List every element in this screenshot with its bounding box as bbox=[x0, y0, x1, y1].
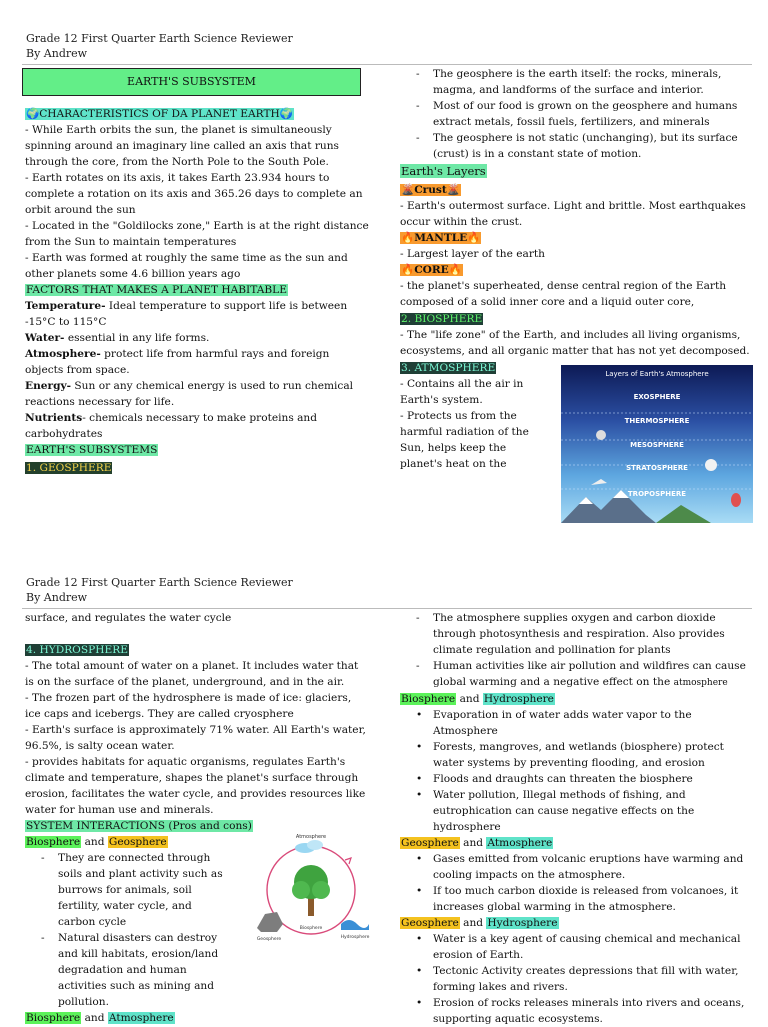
atmosphere-image-title: Layers of Earth's Atmosphere bbox=[605, 370, 709, 378]
subsystems-heading: EARTH'S SUBSYSTEMS bbox=[26, 444, 158, 456]
header-rule bbox=[22, 608, 752, 609]
page-header bbox=[26, 31, 293, 61]
bio-atm-list bbox=[400, 610, 752, 691]
header-rule bbox=[22, 64, 752, 65]
system-cycle-diagram bbox=[253, 832, 370, 944]
mantle-label: 🔥MANTLE🔥 bbox=[401, 232, 481, 244]
crust-label: 🌋Crust🌋 bbox=[401, 184, 460, 196]
doc-author: By Andrew bbox=[26, 47, 88, 60]
core-text: - the planet's superheated, dense central region of the Earth composed of a solid inner core and a liquid outer core, bbox=[400, 280, 727, 308]
factor-atmosphere: Atmosphere- protect life from harmful rays and foreign objects from space. bbox=[25, 348, 330, 376]
core-label: 🔥CORE🔥 bbox=[401, 264, 462, 276]
biosphere-heading: 2. BIOSPHERE bbox=[401, 313, 483, 325]
list-item: - Natural disasters can destroy and kill habitats, erosion/land degradation and human activities such as mining and pollution. bbox=[25, 930, 230, 1010]
char-line: - Earth was formed at roughly the same time as the sun and other planets some 4.6 billion years ago bbox=[25, 252, 348, 280]
pair-bio-geo: Biosphere and Geosphere bbox=[26, 836, 167, 848]
list-item: • If too much carbon dioxide is released from volcanoes, it increases global warming in the atmosphere. bbox=[400, 883, 752, 915]
continued-text: surface, and regulates the water cycle bbox=[25, 612, 232, 624]
pair-bio-hyd: Biosphere and Hydrosphere bbox=[401, 693, 554, 705]
hydro-line: - The frozen part of the hydrosphere is made of ice: glaciers, ice caps and icebergs. They are called cryosphere bbox=[25, 692, 352, 720]
layers-heading: Earth's Layers bbox=[401, 164, 486, 178]
list-item: • Water pollution, Illegal methods of fishing, and eutrophication can cause negative effects on the hydrosphere bbox=[400, 787, 752, 835]
doc-author: By Andrew bbox=[26, 591, 88, 604]
char-line: - While Earth orbits the sun, the planet is simultaneously spinning around an imaginary line called an axis that runs through the core, from the North Pole to the South Pole. bbox=[25, 124, 339, 168]
mantle-text: - Largest layer of the earth bbox=[400, 248, 545, 260]
svg-text:EXOSPHERE: EXOSPHERE bbox=[633, 393, 681, 401]
char-line: - Located in the "Goldilocks zone," Earth is at the right distance from the Sun to maintain temperatures bbox=[25, 220, 369, 248]
char-line: - Earth rotates on its axis, it takes Earth 23.934 hours to complete a rotation on its axis and 365.26 days to complete an orbit around the sun bbox=[25, 172, 363, 216]
svg-text:MESOSPHERE: MESOSPHERE bbox=[630, 441, 684, 449]
list-item: - The geosphere is the earth itself: the rocks, minerals, magma, and landforms of the surface and interior. bbox=[400, 66, 752, 98]
list-item: • Tectonic Activity creates depressions that fill with water, forming lakes and rivers. bbox=[400, 963, 752, 995]
factor-nutrients: Nutrients- chemicals necessary to make proteins and carbohydrates bbox=[25, 412, 318, 440]
crust-text: - Earth's outermost surface. Light and brittle. Most earthquakes occur within the crust. bbox=[400, 200, 746, 228]
atmosphere-layers-image bbox=[561, 365, 753, 523]
hydro-line: - Earth's surface is approximately 71% water. All Earth's water, 96.5%, is salty ocean water. bbox=[25, 724, 366, 752]
atmosphere-heading: 3. ATMOSPHERE bbox=[401, 362, 496, 374]
svg-text:Biosphere: Biosphere bbox=[299, 926, 323, 931]
list-item: • Erosion of rocks releases minerals into rivers and oceans, supporting aquatic ecosystems. bbox=[400, 995, 752, 1027]
list-item: • Water is a key agent of causing chemical and mechanical erosion of Earth. bbox=[400, 931, 752, 963]
list-item: • Gases emitted from volcanic eruptions have warming and cooling impacts on the atmosphere. bbox=[400, 851, 752, 883]
factors-heading: FACTORS THAT MAKES A PLANET HABITABLE bbox=[26, 284, 287, 296]
list-item: - Most of our food is grown on the geosphere and humans extract metals, fossil fuels, fertilizers, and minerals bbox=[400, 98, 752, 130]
bio-hyd-list bbox=[400, 707, 752, 835]
svg-text:Hydrosphere: Hydrosphere bbox=[340, 935, 370, 940]
page2-right-column bbox=[400, 610, 752, 1027]
list-item: • Evaporation in of water adds water vapor to the Atmosphere bbox=[400, 707, 752, 739]
geosphere-bullets bbox=[400, 66, 752, 162]
page1-left-column bbox=[25, 106, 370, 476]
list-item: - They are connected through soils and plant activity such as burrows for animals, soil fertility, water cycle, and carbon cycle bbox=[25, 850, 230, 930]
pair-geo-atm: Geosphere and Atmosphere bbox=[401, 837, 553, 849]
characteristics-heading: 🌍CHARACTERISTICS OF DA PLANET EARTH🌍 bbox=[26, 108, 293, 120]
interactions-heading: SYSTEM INTERACTIONS (Pros and cons) bbox=[26, 820, 252, 832]
doc-title: Grade 12 First Quarter Earth Science Reviewer bbox=[26, 32, 293, 45]
svg-text:Geosphere: Geosphere bbox=[256, 937, 282, 942]
pair-bio-atm: Biosphere and Atmosphere bbox=[26, 1012, 174, 1024]
page2-left-column bbox=[25, 610, 370, 1026]
biosphere-text: - The "life zone" of the Earth, and includes all living organisms, ecosystems, and all organic matter that has not yet decomposed. bbox=[400, 329, 750, 357]
svg-text:TROPOSPHERE: TROPOSPHERE bbox=[627, 490, 687, 498]
geo-atm-list bbox=[400, 851, 752, 915]
factor-energy: Energy- Sun or any chemical energy is used to run chemical reactions necessary for life. bbox=[25, 380, 354, 408]
list-item: - The geosphere is not static (unchanging), but its surface (crust) is in a constant state of motion. bbox=[400, 130, 752, 162]
list-item: • Forests, mangroves, and wetlands (biosphere) protect water systems by preventing flooding, and erosion bbox=[400, 739, 752, 771]
svg-text:STRATOSPHERE: STRATOSPHERE bbox=[626, 464, 688, 472]
svg-text:Atmosphere: Atmosphere bbox=[295, 834, 327, 840]
hydrosphere-heading: 4. HYDROSPHERE bbox=[26, 644, 128, 656]
svg-text:THERMOSPHERE: THERMOSPHERE bbox=[624, 417, 690, 425]
list-item: - Human activities like air pollution and wildfires can cause global warming and a negative effect on the atmosphere bbox=[400, 658, 752, 691]
geosphere-heading: 1. GEOSPHERE bbox=[26, 462, 112, 474]
factor-water: Water- essential in any life forms. bbox=[25, 332, 210, 344]
atmosphere-text: - Contains all the air in Earth's system. - Protects us from the harmful radiation of the Sun, helps keep the planet's heat on the bbox=[400, 378, 529, 470]
hydro-line: - provides habitats for aquatic organisms, regulates Earth's climate and temperature, shapes the planet's surface through erosion, facilitates the water cycle, and provides resources like water for human use and minerals. bbox=[25, 756, 366, 816]
list-item: - The atmosphere supplies oxygen and carbon dioxide through photosynthesis and respiration. Also provides climate regulation and pollination for plants bbox=[400, 610, 752, 658]
factor-temperature: Temperature- Ideal temperature to support life is between -15°C to 115°C bbox=[25, 300, 348, 328]
bio-geo-list bbox=[25, 850, 230, 1010]
geo-hyd-list bbox=[400, 931, 752, 1027]
subsystem-title: EARTH'S SUBSYSTEM bbox=[127, 75, 256, 88]
list-item: • Floods and draughts can threaten the biosphere bbox=[400, 771, 752, 787]
subsystem-title-box bbox=[22, 68, 361, 96]
page-header bbox=[26, 575, 293, 605]
doc-title: Grade 12 First Quarter Earth Science Reviewer bbox=[26, 576, 293, 589]
hydro-line: - The total amount of water on a planet. It includes water that is on the surface of the planet, underground, and in the air. bbox=[25, 660, 359, 688]
pair-geo-hyd: Geosphere and Hydrosphere bbox=[401, 917, 558, 929]
